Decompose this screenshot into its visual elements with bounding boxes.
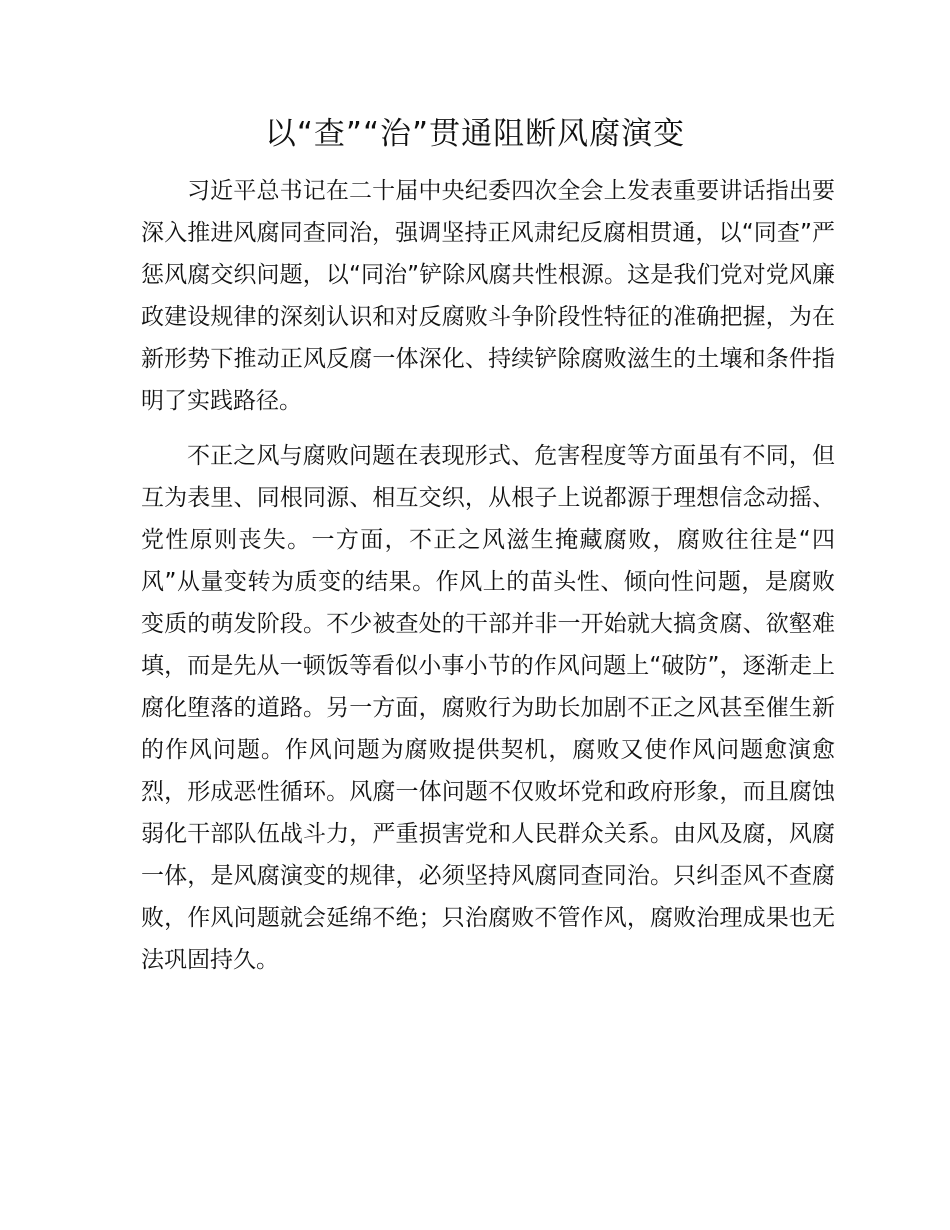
document-title: 以“查”“治”贯通阻断风腐演变 (264, 116, 686, 152)
paragraph-2: 不正之风与腐败问题在表现形式、危害程度等方面虽有不同，但互为表里、同根同源、相互交织，从根子上说都源于理想信念动摇、党性原则丧失。一方面，不正之风滋生掩藏腐败，腐败往往是“四风”从量变转为质变的结果。作风上的苗头性、倾向性问题，是腐败变质的萌发阶段。不少被查处的干部并非一开始就大搞贪腐、欲壑难填，而是先从一顿饭等看似小事小节的作风问题上“破防”，逐渐走上腐化堕落的道路。另一方面，腐败行为助长加剧不正之风甚至催生新的作风问题。作风问题为腐败提供契机，腐败又使作风问题愈演愈烈，形成恶性循环。风腐一体问题不仅败坏党和政府形象，而且腐蚀弱化干部队伍战斗力，严重损害党和人民群众关系。由风及腐，风腐一体，是风腐演变的规律，必须坚持风腐同查同治。只纠歪风不查腐败，作风问题就会延绵不绝；只治腐败不管作风，腐败治理成果也无法巩固持久。 (141, 443, 835, 973)
paragraph-1: 习近平总书记在二十届中央纪委四次全会上发表重要讲话指出要深入推进风腐同查同治，强调坚持正风肃纪反腐相贯通，以“同查”严惩风腐交织问题，以“同治”铲除风腐共性根源。这是我们党对党风廉政建设规律的深刻认识和对反腐败斗争阶段性特征的准确把握，为在新形势下推动正风反腐一体深化、持续铲除腐败滋生的土壤和条件指明了实践路径。 (141, 178, 835, 414)
document-body (141, 170, 835, 981)
